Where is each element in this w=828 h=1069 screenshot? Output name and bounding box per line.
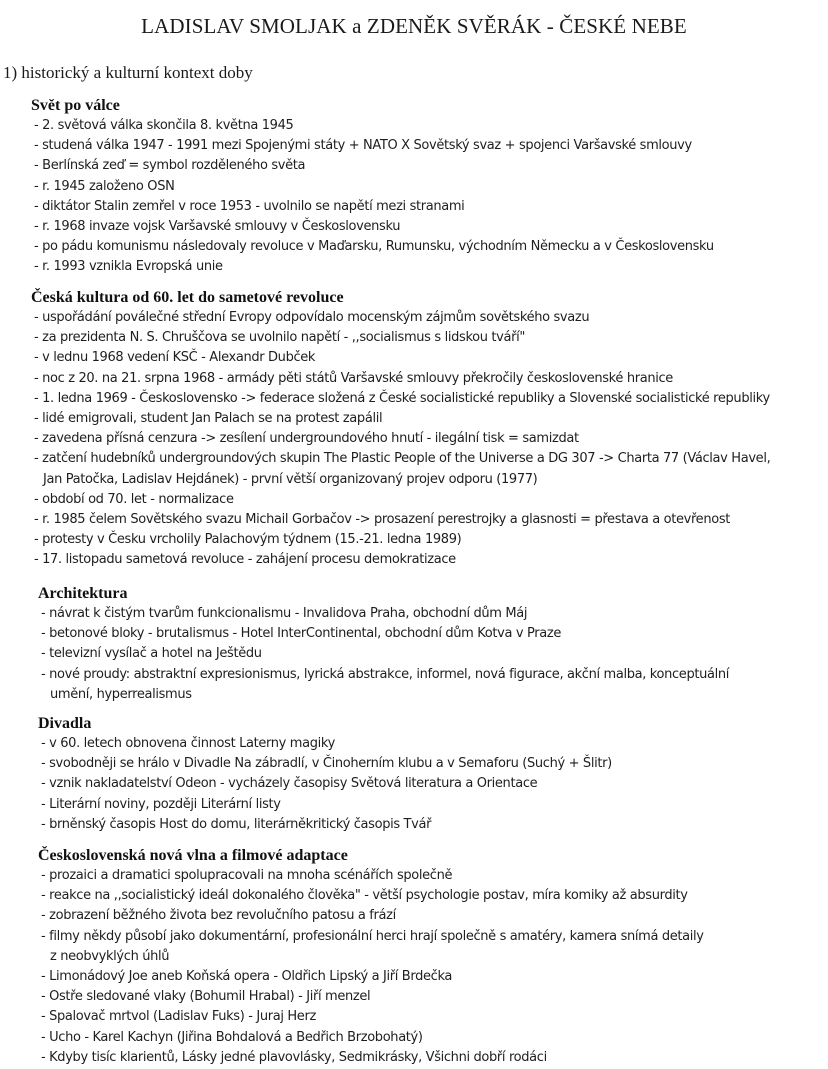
list-item-text: - Literární noviny, později Literární listy bbox=[41, 796, 281, 812]
list-item bbox=[31, 449, 770, 489]
section-heading: Česká kultura od 60. let do sametové revoluce bbox=[31, 289, 344, 306]
document-title: LADISLAV SMOLJAK a ZDENĚK SVĚRÁK - ČESKÉ NEBE bbox=[141, 14, 687, 38]
list-item bbox=[38, 795, 612, 815]
list-item-text: - zavedena přísná cenzura -> zesílení undergroundového hnutí - ilegální tisk = samizdat bbox=[34, 431, 579, 447]
section-svet-po-valce bbox=[31, 96, 714, 278]
list-item-text: - reakce na ,,socialistický ideál dokonalého člověka" - větší psychologie postav, míra komiky až absurdity bbox=[41, 888, 688, 904]
list-item-text: - protesty v Česku vrcholily Palachovým týdnem (15.-21. ledna 1989) bbox=[34, 532, 462, 548]
bullet-list bbox=[38, 604, 729, 705]
list-item-text: - 17. listopadu sametová revoluce - zahájení procesu demokratizace bbox=[34, 552, 456, 568]
list-item-continuation: Jan Patočka, Ladislav Hejdánek) - první větší organizovaný projev odporu (1977) bbox=[43, 471, 538, 487]
list-item bbox=[38, 987, 704, 1007]
list-item-text: - Ucho - Karel Kachyn (Jiřina Bohdalová a Bedřich Brzobohatý) bbox=[41, 1029, 423, 1045]
section-architektura bbox=[38, 584, 729, 705]
list-item bbox=[31, 328, 770, 348]
list-item-text: - r. 1993 vznikla Evropská unie bbox=[34, 259, 223, 275]
list-item-text: - po pádu komunismu následovaly revoluce v Maďarsku, Rumunsku, východním Německu a v Československu bbox=[34, 239, 714, 255]
list-item-continuation: z neobvyklých úhlů bbox=[50, 948, 170, 964]
list-item-text: - 2. světová válka skončila 8. května 1945 bbox=[34, 118, 294, 133]
list-item bbox=[38, 815, 612, 835]
list-item-text: - v lednu 1968 vedení KSČ - Alexandr Dubček bbox=[34, 350, 316, 366]
list-item bbox=[31, 409, 770, 429]
list-item-text: - r. 1985 čelem Sovětského svazu Michail Gorbačov -> prosazení perestrojky a glasnosti = přestava a otevřenost bbox=[34, 512, 730, 528]
section-nova-vlna bbox=[38, 846, 704, 1068]
section-subtitle: 1) historický a kulturní kontext doby bbox=[3, 63, 253, 82]
list-item bbox=[38, 1007, 704, 1027]
list-item bbox=[38, 1028, 704, 1048]
list-item-text: - r. 1968 invaze vojsk Varšavské smlouvy v Československu bbox=[34, 219, 401, 235]
list-item bbox=[38, 604, 729, 624]
list-item-text: - období od 70. let - normalizace bbox=[34, 491, 234, 507]
list-item bbox=[38, 927, 704, 967]
list-item-text: - návrat k čistým tvarům funkcionalismu - Invalidova Praha, obchodní dům Máj bbox=[41, 606, 528, 621]
bullet-list bbox=[31, 116, 714, 278]
list-item bbox=[31, 510, 770, 530]
list-item bbox=[31, 136, 714, 156]
list-item bbox=[31, 217, 714, 237]
list-item-text: - svobodněji se hrálo v Divadle Na zábradlí, v Činoherním klubu a v Semaforu (Suchý + Šlitr) bbox=[41, 756, 612, 772]
list-item bbox=[31, 116, 714, 136]
bullet-list bbox=[31, 308, 770, 571]
list-item-text: - v 60. letech obnovena činnost Laterny magiky bbox=[41, 736, 335, 751]
list-item bbox=[31, 237, 714, 257]
bullet-list bbox=[38, 734, 612, 835]
list-item-text: - za prezidenta N. S. Chruščova se uvolnilo napětí - ,,socialismus s lidskou tváří" bbox=[34, 330, 526, 346]
list-item-continuation: umění, hyperrealismus bbox=[50, 686, 192, 702]
list-item bbox=[31, 550, 770, 570]
list-item-text: - noc z 20. na 21. srpna 1968 - armády pěti států Varšavské smlouvy překročily československé hranice bbox=[34, 370, 673, 386]
list-item bbox=[31, 429, 770, 449]
list-item bbox=[38, 754, 612, 774]
list-item bbox=[38, 886, 704, 906]
list-item bbox=[38, 644, 729, 664]
list-item bbox=[38, 967, 704, 987]
list-item bbox=[31, 156, 714, 176]
section-heading: Svět po válce bbox=[31, 97, 120, 114]
list-item-text: - betonové bloky - brutalismus - Hotel InterContinental, obchodní dům Kotva v Praze bbox=[41, 626, 561, 642]
list-item bbox=[31, 490, 770, 510]
list-item bbox=[31, 530, 770, 550]
list-item-text: - vznik nakladatelství Odeon - vycházely časopisy Světová literatura a Orientace bbox=[41, 776, 538, 792]
list-item-text: - nové proudy: abstraktní expresionismus, lyrická abstrakce, informel, nová figurace, akční malba, konceptuální bbox=[41, 666, 730, 682]
list-item bbox=[38, 1048, 704, 1068]
section-heading: Divadla bbox=[38, 715, 92, 732]
list-item-text: - Spalovač mrtvol (Ladislav Fuks) - Juraj Herz bbox=[41, 1009, 316, 1025]
list-item-text: - prozaici a dramatici spolupracovali na mnoha scénářích společně bbox=[41, 868, 453, 883]
list-item bbox=[31, 197, 714, 217]
list-item-text: - uspořádání poválečné střední Evropy odpovídalo mocenským zájmům sovětského svazu bbox=[34, 310, 590, 325]
list-item bbox=[31, 257, 714, 277]
list-item-text: - Ostře sledované vlaky (Bohumil Hrabal) - Jiří menzel bbox=[41, 989, 371, 1005]
list-item-text: - 1. ledna 1969 - Československo -> federace složená z České socialistické republiky a Slovenské socialistické republiky bbox=[34, 390, 770, 406]
list-item bbox=[38, 866, 704, 886]
list-item bbox=[31, 308, 770, 328]
list-item bbox=[38, 734, 612, 754]
list-item-text: - televizní vysílač a hotel na Ještědu bbox=[41, 646, 262, 662]
list-item-text: - zatčení hudebníků undergroundových skupin The Plastic People of the Universe a DG 307 -> Charta 77 (Václav Havel, bbox=[34, 451, 771, 467]
section-heading: Architektura bbox=[38, 585, 128, 602]
list-item-text: - studená válka 1947 - 1991 mezi Spojenými státy + NATO X Sovětský svaz + spojenci Varšavské smlouvy bbox=[34, 138, 692, 154]
list-item-text: - diktátor Stalin zemřel v roce 1953 - uvolnilo se napětí mezi stranami bbox=[34, 198, 465, 214]
list-item bbox=[31, 348, 770, 368]
section-heading: Československá nová vlna a filmové adaptace bbox=[38, 847, 348, 864]
list-item bbox=[38, 624, 729, 644]
list-item-text: - r. 1945 založeno OSN bbox=[34, 178, 175, 194]
section-divadla bbox=[38, 714, 612, 835]
section-ceska-kultura bbox=[31, 288, 770, 571]
list-item bbox=[38, 906, 704, 926]
list-item bbox=[38, 774, 612, 794]
list-item-text: - Kdyby tisíc klarientů, Lásky jedné plavovlásky, Sedmikrásky, Všichni dobří rodáci bbox=[41, 1049, 547, 1065]
list-item-text: - Limonádový Joe aneb Koňská opera - Oldřich Lipský a Jiří Brdečka bbox=[41, 969, 453, 985]
list-item bbox=[31, 177, 714, 197]
list-item-text: - brněnský časopis Host do domu, literárněkritický časopis Tvář bbox=[41, 816, 432, 832]
list-item-text: - zobrazení běžného života bez revolučního patosu a frází bbox=[41, 908, 396, 924]
list-item-text: - filmy někdy působí jako dokumentární, profesionální herci hrají společně s amatéry, kamera snímá detaily bbox=[41, 928, 704, 944]
list-item bbox=[31, 369, 770, 389]
list-item bbox=[38, 665, 729, 705]
list-item bbox=[31, 389, 770, 409]
list-item-text: - lidé emigrovali, student Jan Palach se na protest zapálil bbox=[34, 411, 383, 427]
list-item-text: - Berlínská zeď = symbol rozděleného světa bbox=[34, 158, 306, 174]
bullet-list bbox=[38, 866, 704, 1068]
